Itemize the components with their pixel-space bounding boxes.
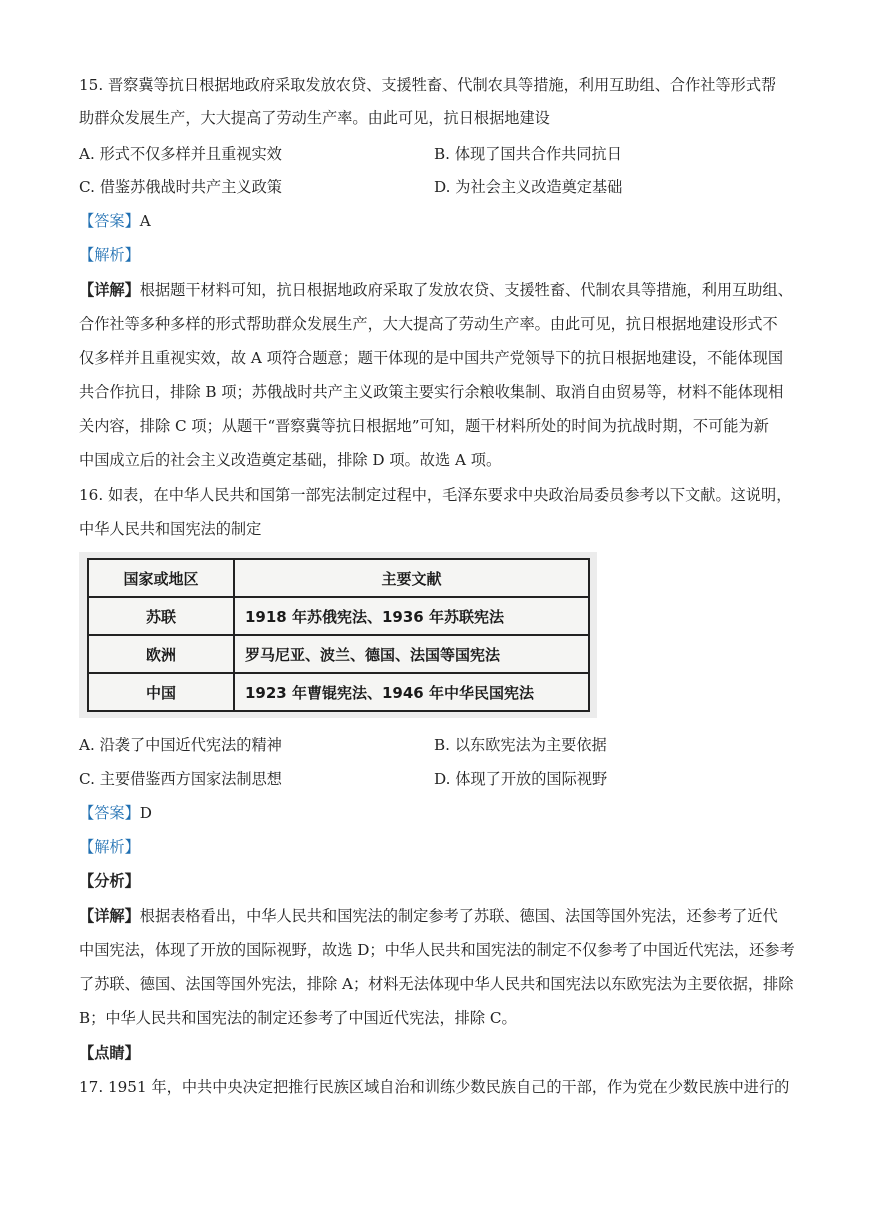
q16-fenxi-tag: 【分析】 xyxy=(79,872,140,890)
q15-detail-line6: 中国成立后的社会主义改造奠定基础，排除 D 项。故选 A 项。 xyxy=(79,451,502,469)
table-cell-region: 中国 xyxy=(88,673,234,711)
q16-detail-line4: B；中华人民共和国宪法的制定还参考了中国近代宪法，排除 C。 xyxy=(79,1009,517,1027)
q15-detail-line2: 合作社等多种多样的形式帮助群众发展生产，大大提高了劳动生产率。由此可见，抗日根据地建设形式不 xyxy=(79,315,778,333)
q15-detail-text1: 根据题干材料可知，抗日根据地政府采取了发放农贷、支援牲畜、代制农具等措施，利用互助组、 xyxy=(139,281,793,299)
q15-answer-line xyxy=(79,210,151,231)
q16-stem-line1: 16. 如表，在中华人民共和国第一部宪法制定过程中，毛泽东要求中央政治局委员参考以下文献。这说明， xyxy=(79,486,792,504)
q16-detail-tag: 【详解】 xyxy=(79,907,140,925)
table-cell-documents: 罗马尼亚、波兰、德国、法国等国宪法 xyxy=(234,635,589,673)
q16-table xyxy=(87,558,590,712)
table-header-documents: 主要文献 xyxy=(234,559,589,597)
q16-detail-line1 xyxy=(79,905,778,926)
q16-dianjing-tag: 【点睛】 xyxy=(79,1044,140,1062)
q15-stem-line2: 助群众发展生产，大大提高了劳动生产率。由此可见，抗日根据地建设 xyxy=(79,109,550,127)
q15-option-a: A. 形式不仅多样并且重视实效 xyxy=(79,145,282,163)
q15-option-b: B. 体现了国共合作共同抗日 xyxy=(434,145,622,163)
q16-option-d: D. 体现了开放的国际视野 xyxy=(434,770,608,788)
q16-detail-line2: 中国宪法，体现了开放的国际视野，故选 D；中华人民共和国宪法的制定不仅参考了中国近代宪法，还参考 xyxy=(79,941,795,959)
q15-option-c: C. 借鉴苏俄战时共产主义政策 xyxy=(79,178,282,196)
table-cell-region: 苏联 xyxy=(88,597,234,635)
q16-stem-line2: 中华人民共和国宪法的制定 xyxy=(79,520,262,538)
q15-option-d: D. 为社会主义改造奠定基础 xyxy=(434,178,623,196)
q15-detail-line5: 关内容，排除 C 项；从题干“晋察冀等抗日根据地”可知，题干材料所处的时间为抗战时期，不可能为新 xyxy=(79,417,769,435)
q15-detail-line4: 共合作抗日，排除 B 项；苏俄战时共产主义政策主要实行余粮收集制、取消自由贸易等，材料不能体现相 xyxy=(79,383,784,401)
table-cell-documents: 1918 年苏俄宪法、1936 年苏联宪法 xyxy=(234,597,589,635)
table-row xyxy=(88,673,589,711)
table-header-row xyxy=(88,559,589,597)
q15-answer-value: A xyxy=(139,212,151,230)
q15-detail-line3: 仅多样并且重视实效，故 A 项符合题意；题干体现的是中国共产党领导下的抗日根据地建设，不能体现国 xyxy=(79,349,784,367)
q16-option-a: A. 沿袭了中国近代宪法的精神 xyxy=(79,736,282,754)
q17-stem-line1: 17. 1951 年，中共中央决定把推行民族区域自治和训练少数民族自己的干部，作为党在少数民族中进行的 xyxy=(79,1078,790,1096)
table-cell-documents: 1923 年曹锟宪法、1946 年中华民国宪法 xyxy=(234,673,589,711)
q16-analysis-tag: 【解析】 xyxy=(79,838,140,856)
q16-option-c: C. 主要借鉴西方国家法制思想 xyxy=(79,770,282,788)
q16-detail-line3: 了苏联、德国、法国等国外宪法，排除 A；材料无法体现中华人民共和国宪法以东欧宪法为主要依据，排除 xyxy=(79,975,794,993)
table-row xyxy=(88,597,589,635)
table-cell-region: 欧洲 xyxy=(88,635,234,673)
table-header-region: 国家或地区 xyxy=(88,559,234,597)
table-row xyxy=(88,635,589,673)
q16-answer-line xyxy=(79,802,152,823)
q16-answer-value: D xyxy=(139,804,152,822)
q16-detail-text1: 根据表格看出，中华人民共和国宪法的制定参考了苏联、德国、法国等国外宪法，还参考了近代 xyxy=(139,907,778,925)
q15-detail-tag: 【详解】 xyxy=(79,281,140,299)
q15-stem-line1: 15. 晋察冀等抗日根据地政府采取发放农贷、支援牲畜、代制农具等措施，利用互助组、合作社等形式帮 xyxy=(79,76,777,94)
q16-option-b: B. 以东欧宪法为主要依据 xyxy=(434,736,607,754)
q15-detail-line1 xyxy=(79,279,793,300)
q16-table-image xyxy=(79,552,597,718)
q16-answer-tag: 【答案】 xyxy=(79,804,140,822)
q15-answer-tag: 【答案】 xyxy=(79,212,140,230)
q15-analysis-tag: 【解析】 xyxy=(79,246,140,264)
